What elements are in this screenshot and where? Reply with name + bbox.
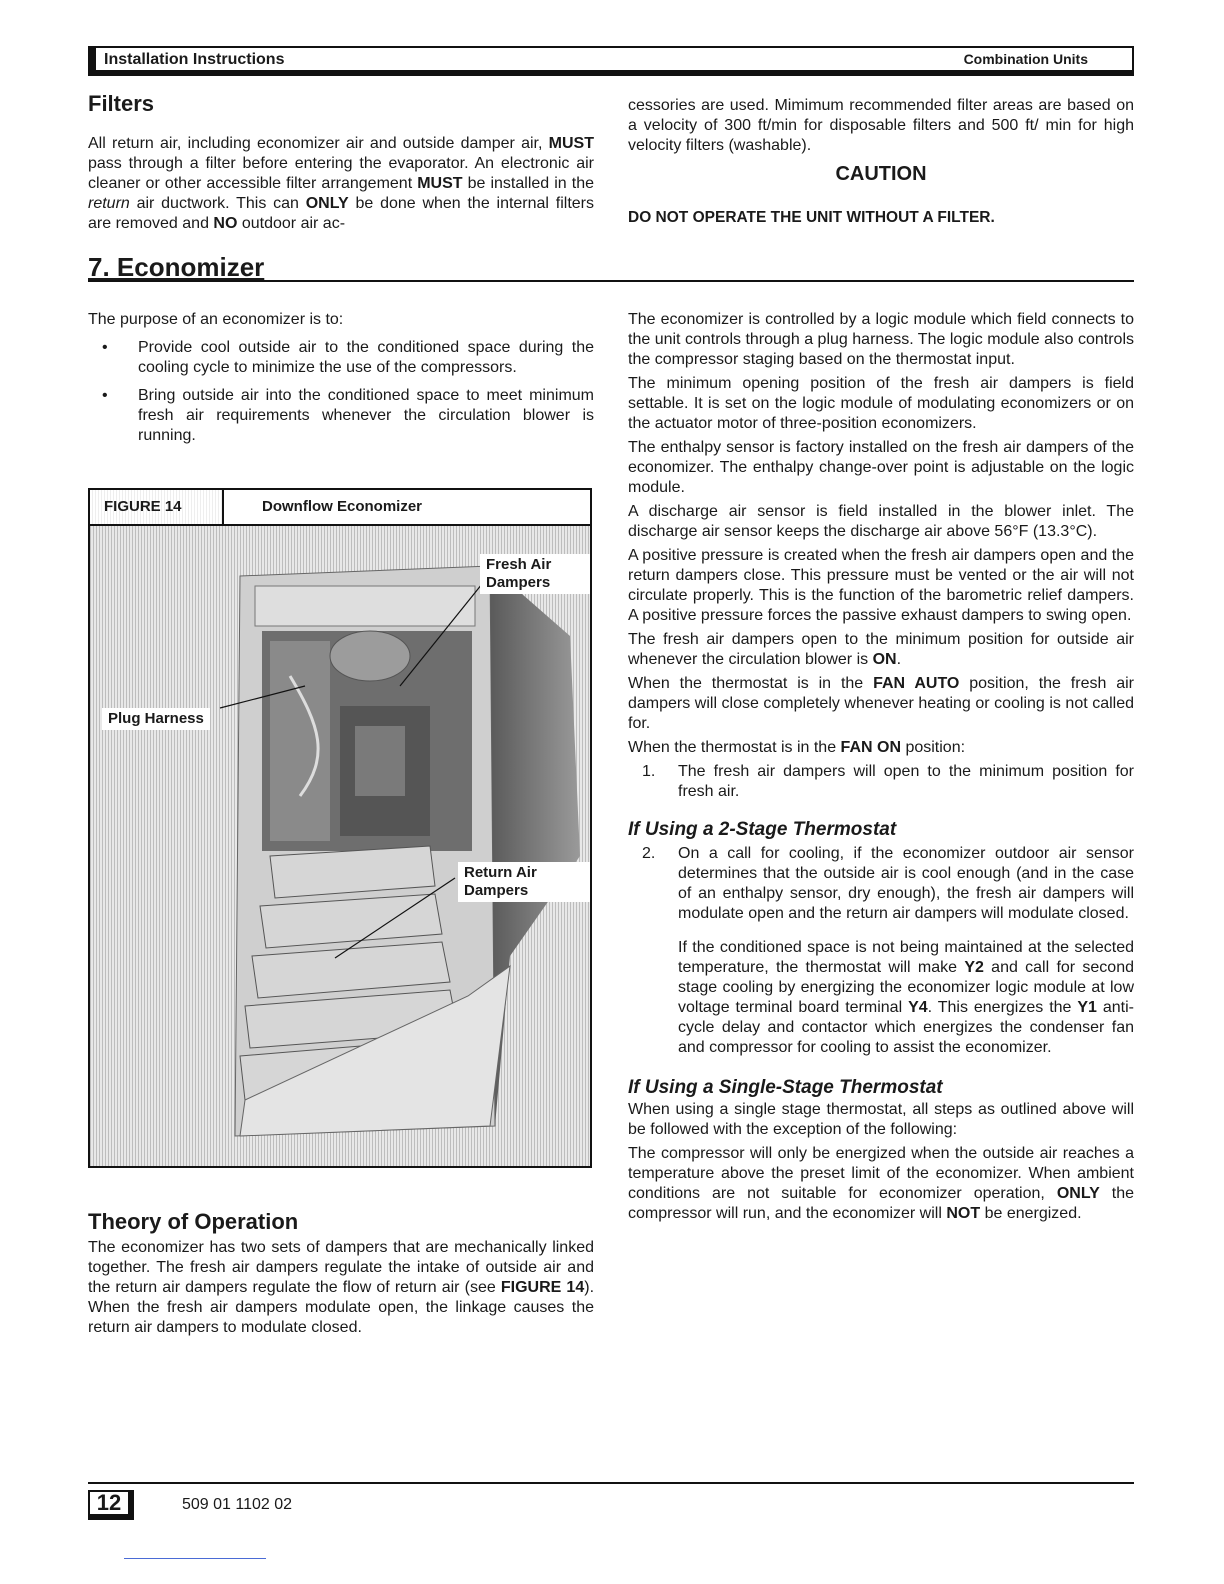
page-number: 12	[88, 1490, 134, 1520]
economizer-section	[88, 252, 1134, 282]
list-item: • Provide cool outside air to the conditioned space during the cooling cycle to minimize the use of the compressors.	[88, 338, 594, 378]
filters-paragraph-continued: cessories are used. Mimimum recommended filter areas are based on a velocity of 300 ft/min for disposable filters and 500 ft/ min for high velocity filters (washable).	[628, 97, 1134, 154]
single-stage-paragraph-2: The compressor will only be energized when the outside air reaches a temperature above the preset limit of the economizer. When ambient conditions are not suitable for economizer operation, ONLY the compressor will run, and the economizer will NOT be energized.	[628, 1145, 1135, 1222]
footer-rule	[88, 1482, 1134, 1484]
economizer-right-column	[628, 310, 1134, 1228]
list-item	[628, 844, 1134, 924]
document-number: 509 01 1102 02	[182, 1496, 293, 1513]
paragraph: When the thermostat is in the FAN AUTO position, the fresh air dampers will close completely whenever heating or cooling is not called for.	[628, 675, 1135, 732]
callout-return-air-dampers: Return Air Dampers	[458, 862, 590, 902]
figure-caption	[90, 490, 590, 526]
economizer-purpose-list	[88, 338, 594, 446]
filters-right-column	[628, 96, 1134, 228]
paragraph: The economizer is controlled by a logic module which field connects to the unit controls through a plug harness. The logic module also controls the compressor staging based on the thermostat input.	[628, 311, 1134, 368]
theory-section	[88, 1209, 595, 1342]
figure-tag: FIGURE 14	[90, 490, 224, 524]
fan-on-steps	[628, 762, 1134, 802]
paragraph: When the thermostat is in the FAN ON position:	[628, 739, 966, 756]
caution-heading: CAUTION	[835, 163, 927, 185]
single-stage-paragraph: When using a single stage thermostat, all steps as outlined above will be followed with the exception of the following:	[628, 1101, 1134, 1138]
single-stage-heading: If Using a Single-Stage Thermostat	[628, 1077, 943, 1098]
filters-heading: Filters	[88, 91, 155, 116]
two-stage-heading: If Using a 2-Stage Thermostat	[628, 819, 897, 840]
economizer-heading: 7. Economizer	[88, 252, 265, 282]
paragraph: A positive pressure is created when the fresh air dampers open and the return dampers close. This pressure must be vented or the air will not circulate properly. This is the function of the barometric relief dampers. A positive pressure forces the passive exhaust dampers to swing open.	[628, 547, 1134, 624]
step-number: 2.	[642, 845, 656, 862]
figure-title: Downflow Economizer	[262, 498, 423, 515]
economizer-left-column	[88, 310, 594, 454]
header-subtitle: Combination Units	[963, 51, 1088, 67]
paragraph: The minimum opening position of the fresh air dampers is field settable. It is set on the logic module of modulating economizers or on the actuator motor of three-position economizers.	[628, 375, 1134, 432]
filters-left-column	[88, 91, 594, 238]
header-title: Installation Instructions	[104, 51, 285, 68]
economizer-photo	[90, 526, 590, 1166]
list-item: • Bring outside air into the conditioned space to meet minimum fresh air requirements whenever the circulation blower is running.	[88, 386, 594, 446]
paragraph: The enthalpy sensor is factory installed on the fresh air dampers of the economizer. The enthalpy change-over point is adjustable on the logic module.	[628, 439, 1134, 496]
link-underline	[124, 1558, 266, 1559]
theory-paragraph: The economizer has two sets of dampers that are mechanically linked together. The fresh air dampers regulate the intake of outside air and the return air dampers regulate the flow of return air (see FIGURE 14). When the fresh air dampers modulate open, the linkage causes the return air dampers to modulate closed.	[88, 1239, 595, 1336]
callout-fresh-air-dampers: Fresh Air Dampers	[480, 554, 590, 594]
figure-14	[88, 488, 592, 1168]
callout-plug-harness: Plug Harness	[102, 708, 210, 730]
paragraph: A discharge air sensor is field installed in the blower inlet. The discharge air sensor keeps the discharge air above 56°F (13.3°C).	[628, 503, 1134, 540]
step-number: 1.	[642, 763, 656, 780]
caution-warning: DO NOT OPERATE THE UNIT WITHOUT A FILTER.	[628, 209, 995, 226]
two-stage-steps	[628, 844, 1134, 924]
page-header	[88, 46, 1134, 76]
filters-paragraph: All return air, including economizer air and outside damper air, MUST pass through a filter before entering the evaporator. An electronic air cleaner or other accessible filter arrangement MUST be installed in the return air ductwork. This can ONLY be done when the internal filters are removed and NO outdoor air ac-	[88, 135, 594, 232]
economizer-intro: The purpose of an economizer is to:	[88, 311, 344, 328]
step-text: The fresh air dampers will open to the minimum position for fresh air.	[678, 763, 1134, 800]
step-text: On a call for cooling, if the economizer outdoor air sensor determines that the outside air is cool enough (and in the case of an enthalpy sensor, dry enough), the fresh air dampers will modulate open and the return air dampers will modulate closed.	[678, 845, 1134, 922]
paragraph: The fresh air dampers open to the minimum position for outside air whenever the circulation blower is ON.	[628, 631, 1134, 668]
theory-heading: Theory of Operation	[88, 1209, 299, 1234]
list-item	[628, 762, 1134, 802]
two-stage-paragraph: If the conditioned space is not being maintained at the selected temperature, the thermostat will make Y2 and call for second stage cooling by energizing the economizer logic module at low voltage terminal board terminal Y4. This energizes the Y1 anti-cycle delay and contactor which energizes the condenser fan and compressor for cooling to assist the economizer.	[678, 939, 1135, 1056]
